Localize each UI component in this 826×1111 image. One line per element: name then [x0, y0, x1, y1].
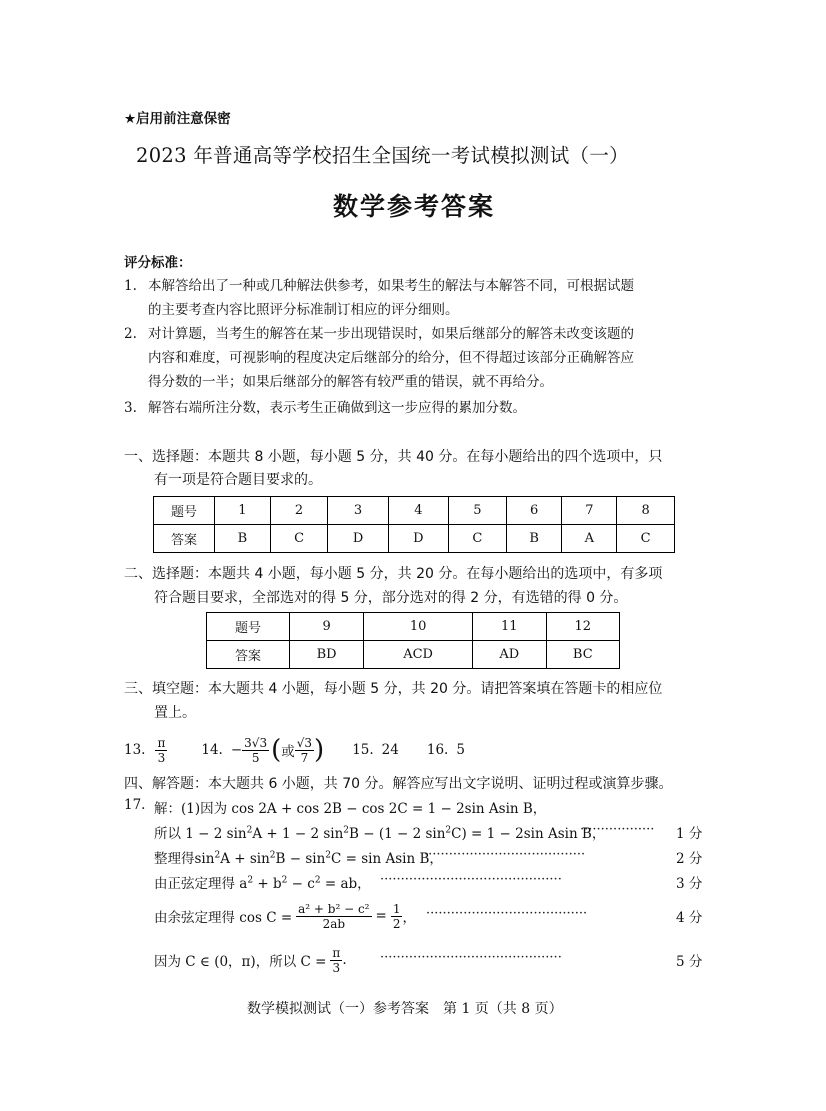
fraction-numerator: 3√3 [244, 735, 268, 750]
q17-intro: 解：(1)因为 cos 2A + cos 2B − cos 2C = 1 − 2sin Asin B， [154, 801, 547, 817]
superscript: 2 [246, 825, 253, 836]
fraction-numerator: a² + b² − c² [298, 901, 370, 916]
section2-heading-line1: 二、选择题：本题共 4 小题，每小题 5 分，共 20 分。在每小题给出的选项中，有多项 [124, 566, 663, 582]
q14-or: 或 [281, 744, 295, 760]
solution-step-2 [154, 847, 443, 867]
answer-cell: B [215, 525, 271, 553]
section1-heading-line1: 一、选择题：本题共 8 小题，每小题 5 分，共 40 分。在每小题给出的四个选项中，只 [124, 449, 663, 465]
step-text: A + 1 − 2 sin [252, 826, 344, 842]
q13-answer [155, 737, 167, 764]
q16-answer: 5 [456, 742, 465, 758]
step-text: 整理得sin [154, 851, 215, 867]
table-row [154, 497, 675, 525]
step-text: − c [287, 876, 315, 892]
fraction-numerator: 1 [392, 901, 401, 916]
step-text: A + sin [220, 851, 270, 867]
rule-line: 对计算题，当考生的解答在某一步出现错误时，如果后继部分的解答未改变该题的 [148, 326, 634, 342]
fraction-denominator: 2 [392, 916, 401, 931]
rule-line: 得分数的一半；如果后继部分的解答有较严重的错误，就不再给分。 [148, 374, 553, 390]
answer-cell: D [328, 525, 388, 553]
step-text: + b [253, 876, 282, 892]
confidential-mark: ★启用前注意保密 [124, 111, 231, 127]
row-label: 答案 [207, 641, 290, 669]
question-number: 3 [328, 497, 388, 525]
rule-number: 3. [124, 400, 137, 416]
q13-label: 13. [124, 742, 146, 758]
q14-alt-answer [295, 737, 314, 764]
answer-cell: C [617, 525, 675, 553]
step-score: 3 分 [676, 876, 703, 892]
equals-sign: = [375, 908, 387, 924]
pi-fraction [330, 947, 342, 974]
q14-label: 14. [201, 742, 223, 758]
step-text: B − (1 − 2 sin [349, 826, 446, 842]
half-fraction [391, 903, 403, 930]
question-number: 5 [449, 497, 507, 525]
exam-title: 2023 年普通高等学校招生全国统一考试模拟测试（一） [136, 144, 629, 167]
rule-number: 1. [124, 278, 137, 294]
table-row [207, 641, 620, 669]
superscript: 2 [343, 825, 350, 836]
rule-line: 的主要考查内容比照评分标准制订相应的评分细则。 [148, 302, 459, 318]
answer-cell: C [270, 525, 328, 553]
dot-leader: ······································· [426, 906, 588, 921]
q17-label: 17. [124, 797, 146, 813]
answer-cell: BC [546, 641, 619, 669]
fraction-numerator: π [157, 735, 166, 750]
fraction-denominator: 7 [300, 750, 309, 765]
step-text: C) = 1 − 2sin Asin B， [451, 826, 606, 842]
page-footer: 数学模拟测试（一）参考答案 第 1 页（共 8 页） [247, 1001, 563, 1017]
section3-heading-line1: 三、填空题：本大题共 4 小题，每小题 5 分，共 20 分。请把答案填在答题卡的相应位 [124, 681, 663, 697]
row-label: 答案 [154, 525, 215, 553]
step-text: 所以 1 − 2 sin [154, 826, 247, 842]
answer-cell: B [506, 525, 562, 553]
section1-answer-table [153, 496, 675, 553]
q16-label: 16. [426, 742, 449, 758]
row-label: 题号 [207, 613, 290, 641]
dot-leader: ······································· [424, 847, 586, 862]
rule-line: 本解答给出了一种或几种解法供参考，如果考生的解法与本解答不同，可根据试题 [148, 278, 634, 294]
superscript: 2 [314, 875, 321, 886]
solution-step-3 [154, 872, 371, 892]
q15-label: 15. [352, 742, 374, 758]
answer-cell: ACD [364, 641, 473, 669]
cosine-fraction [296, 903, 371, 930]
dot-leader: ············································ [380, 950, 562, 965]
rules-heading: 评分标准： [124, 255, 192, 271]
fraction-denominator: 3 [332, 960, 341, 975]
question-number: 4 [388, 497, 448, 525]
answer-cell: C [449, 525, 507, 553]
question-number: 11 [473, 613, 547, 641]
section4-heading: 四、解答题：本大题共 6 小题，共 70 分。解答应写出文字说明、证明过程或演算步骤。 [124, 776, 673, 792]
question-number: 6 [506, 497, 562, 525]
rule-number: 2. [124, 326, 137, 342]
question-number: 7 [562, 497, 617, 525]
step-score: 1 分 [676, 826, 703, 842]
doc-title: 数学参考答案 [333, 192, 496, 221]
question-number: 9 [290, 613, 364, 641]
fraction-denominator: 2ab [322, 916, 346, 931]
table-row [207, 613, 620, 641]
answer-cell: A [562, 525, 617, 553]
section2-heading-line2: 符合题目要求，全部选对的得 5 分，部分选对的得 2 分，有选错的得 0 分。 [154, 590, 628, 606]
superscript: 2 [269, 850, 276, 861]
solution-step-5 [154, 942, 347, 978]
superscript: 2 [325, 850, 332, 861]
dot-leader: ············································ [380, 872, 562, 887]
left-paren: ( [271, 735, 282, 765]
dot-leader: ·················· [580, 822, 655, 837]
question-number: 10 [364, 613, 473, 641]
fill-in-answers [124, 733, 465, 767]
answer-cell: BD [290, 641, 364, 669]
q14-answer [242, 737, 269, 764]
superscript: 2 [445, 825, 452, 836]
rule-line: 内容和难度，可视影响的程度决定后继部分的给分，但不得超过该部分正确解答应 [148, 350, 634, 366]
question-number: 8 [617, 497, 675, 525]
superscript: 2 [247, 875, 254, 886]
step-text: 由正弦定理得 a [154, 876, 248, 892]
superscript: 2 [281, 875, 288, 886]
answer-cell: AD [473, 641, 547, 669]
rule-line: 解答右端所注分数，表示考生正确做到这一步应得的累加分数。 [148, 400, 526, 416]
section2-answer-table [206, 612, 620, 669]
step-score: 2 分 [676, 851, 703, 867]
step-text: 因为 C ∈ (0，π)，所以 C = [154, 954, 327, 970]
row-label: 题号 [154, 497, 215, 525]
question-number: 12 [546, 613, 619, 641]
question-number: 2 [270, 497, 328, 525]
step-score: 4 分 [676, 910, 703, 926]
step-text: . [342, 952, 347, 968]
superscript: 2 [214, 850, 221, 861]
step-text: B − sin [275, 851, 326, 867]
solution-step-1 [154, 822, 605, 842]
fraction-denominator: 5 [251, 750, 260, 765]
answer-cell: D [388, 525, 448, 553]
rule-item [124, 274, 137, 298]
q15-answer: 24 [381, 742, 399, 758]
step-text: = ab， [320, 876, 371, 892]
section3-heading-line2: 置上。 [154, 705, 196, 721]
step-score: 5 分 [676, 954, 703, 970]
right-paren: ) [314, 735, 325, 765]
q14-minus: − [230, 742, 243, 758]
solution-step-4 [154, 896, 416, 936]
step-text: 由余弦定理得 cos C = [154, 910, 293, 926]
fraction-numerator: √3 [296, 735, 313, 750]
section1-heading-line2: 有一项是符合题目要求的。 [154, 472, 322, 488]
table-row [154, 525, 675, 553]
fraction-denominator: 3 [157, 750, 166, 765]
step-text: ， [402, 910, 416, 926]
fraction-numerator: π [332, 945, 341, 960]
step-text: C = sin Asin B， [331, 851, 443, 867]
question-number: 1 [215, 497, 271, 525]
